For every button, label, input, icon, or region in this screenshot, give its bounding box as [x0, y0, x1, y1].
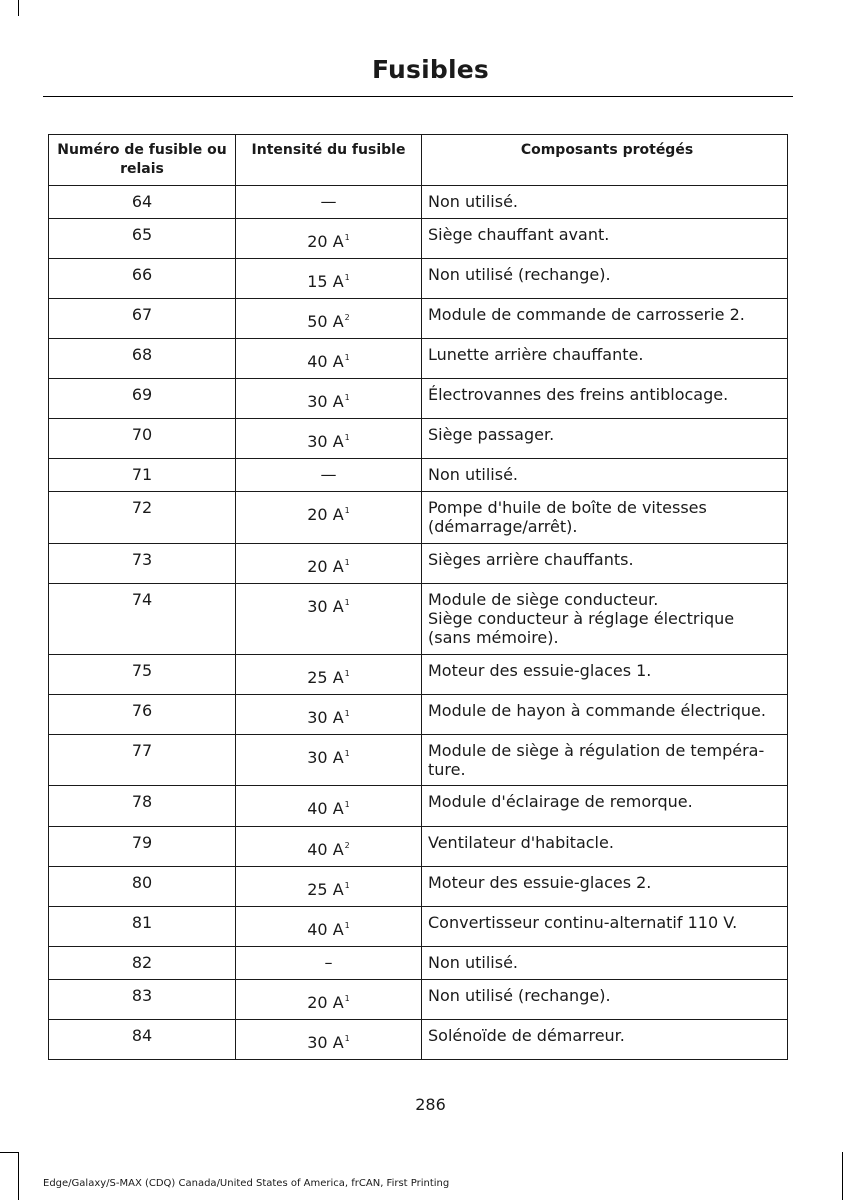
fuse-rating-value: 30 A	[307, 708, 344, 727]
component-text-line: ture.	[428, 760, 466, 779]
fuse-rating-value: —	[320, 465, 337, 484]
protected-component-cell	[422, 544, 788, 584]
component-text-line: Module de siège conducteur.	[428, 590, 659, 609]
fuse-rating-cell	[236, 544, 422, 584]
footnote-marker: 1	[344, 233, 350, 242]
protected-component-cell	[422, 259, 788, 299]
footnote-marker: 1	[344, 506, 350, 515]
fuse-number-cell: 74	[49, 584, 236, 655]
title-rule	[43, 96, 793, 97]
fuse-rating-cell	[236, 735, 422, 786]
table-row	[49, 419, 788, 459]
footnote-marker: 2	[344, 841, 350, 850]
crop-mark-bottom-left	[18, 1152, 19, 1200]
protected-component-cell	[422, 827, 788, 867]
component-text-line: Convertisseur continu-alternatif 110 V.	[428, 913, 738, 932]
fuse-rating-value: 20 A	[307, 505, 344, 524]
component-text-line: (démarrage/arrêt).	[428, 517, 578, 536]
protected-component-cell	[422, 299, 788, 339]
fuse-rating-value: 40 A	[307, 799, 344, 818]
fuse-rating-value: 30 A	[307, 432, 344, 451]
fuse-rating-cell	[236, 827, 422, 867]
fuse-rating-cell	[236, 492, 422, 544]
protected-component-cell	[422, 947, 788, 980]
table-row	[49, 544, 788, 584]
component-text-line: Non utilisé (rechange).	[428, 265, 611, 284]
fuse-number-cell: 83	[49, 980, 236, 1020]
component-text-line: Module de hayon à commande électrique.	[428, 701, 766, 720]
fuse-number-cell: 67	[49, 299, 236, 339]
component-text-line: Siège chauffant avant.	[428, 225, 610, 244]
protected-component-cell	[422, 186, 788, 219]
table-row	[49, 459, 788, 492]
component-text-line: Sièges arrière chauffants.	[428, 550, 634, 569]
protected-component-cell	[422, 492, 788, 544]
component-text-line: Module de siège à régulation de tempéra-	[428, 741, 765, 760]
footnote-marker: 1	[344, 598, 350, 607]
protected-component-cell	[422, 459, 788, 492]
footnote-marker: 1	[344, 669, 350, 678]
protected-component-cell	[422, 419, 788, 459]
fuse-number-cell: 80	[49, 867, 236, 907]
table-row	[49, 1020, 788, 1060]
protected-component-cell	[422, 695, 788, 735]
fuse-rating-value: 25 A	[307, 880, 344, 899]
fuse-rating-value: –	[324, 953, 333, 972]
header-fuse-rating: Intensité du fusible	[236, 135, 422, 186]
fuse-rating-value: 50 A	[307, 312, 344, 331]
table-row	[49, 186, 788, 219]
table-row	[49, 786, 788, 827]
fuse-rating-value: 30 A	[307, 1033, 344, 1052]
fuse-number-cell: 82	[49, 947, 236, 980]
table-row	[49, 259, 788, 299]
component-text-line: Non utilisé.	[428, 192, 518, 211]
footnote-marker: 2	[344, 313, 350, 322]
fuse-rating-cell	[236, 867, 422, 907]
fuse-rating-value: 20 A	[307, 232, 344, 251]
fuse-rating-cell	[236, 947, 422, 980]
footnote-marker: 1	[344, 558, 350, 567]
fuse-rating-cell	[236, 459, 422, 492]
table-row	[49, 299, 788, 339]
fuse-number-cell: 81	[49, 907, 236, 947]
fuse-rating-value: 30 A	[307, 597, 344, 616]
page-number: 286	[415, 1095, 446, 1114]
footnote-marker: 1	[344, 1034, 350, 1043]
fuse-rating-cell	[236, 186, 422, 219]
fuse-number-cell: 71	[49, 459, 236, 492]
protected-component-cell	[422, 786, 788, 827]
component-text-line: Module de commande de carrosserie 2.	[428, 305, 745, 324]
footnote-marker: 1	[344, 881, 350, 890]
footnote-marker: 1	[344, 994, 350, 1003]
component-text-line: Lunette arrière chauffante.	[428, 345, 644, 364]
fuse-rating-cell	[236, 379, 422, 419]
fuse-rating-cell	[236, 339, 422, 379]
component-text-line: (sans mémoire).	[428, 628, 559, 647]
component-text-line: Siège passager.	[428, 425, 555, 444]
fuse-rating-cell	[236, 655, 422, 695]
table-row	[49, 947, 788, 980]
fuse-table	[48, 134, 788, 1060]
fuse-rating-cell	[236, 299, 422, 339]
table-row	[49, 655, 788, 695]
component-text-line: Pompe d'huile de boîte de vitesses	[428, 498, 707, 517]
footnote-marker: 1	[344, 433, 350, 442]
fuse-rating-value: 40 A	[307, 352, 344, 371]
table-row	[49, 907, 788, 947]
fuse-number-cell: 68	[49, 339, 236, 379]
table-row	[49, 492, 788, 544]
footnote-marker: 1	[344, 800, 350, 809]
fuse-rating-cell	[236, 219, 422, 259]
fuse-rating-cell	[236, 907, 422, 947]
table-header-row	[49, 135, 788, 186]
component-text-line: Siège conducteur à réglage électrique	[428, 609, 735, 628]
protected-component-cell	[422, 655, 788, 695]
protected-component-cell	[422, 867, 788, 907]
fuse-number-cell: 73	[49, 544, 236, 584]
footnote-marker: 1	[344, 273, 350, 282]
fuse-rating-cell	[236, 1020, 422, 1060]
fuse-number-cell: 66	[49, 259, 236, 299]
fuse-rating-value: 15 A	[307, 272, 344, 291]
footnote-marker: 1	[344, 393, 350, 402]
fuse-number-cell: 69	[49, 379, 236, 419]
protected-component-cell	[422, 219, 788, 259]
fuse-rating-cell	[236, 584, 422, 655]
fuse-number-cell: 64	[49, 186, 236, 219]
component-text-line: Non utilisé.	[428, 465, 518, 484]
crop-mark-bottom-left-h	[0, 1152, 18, 1153]
table-row	[49, 827, 788, 867]
component-text-line: Ventilateur d'habitacle.	[428, 833, 614, 852]
fuse-number-cell: 78	[49, 786, 236, 827]
component-text-line: Non utilisé (rechange).	[428, 986, 611, 1005]
component-text-line: Moteur des essuie-glaces 1.	[428, 661, 652, 680]
fuse-number-cell: 65	[49, 219, 236, 259]
protected-component-cell	[422, 907, 788, 947]
component-text-line: Solénoïde de démarreur.	[428, 1026, 625, 1045]
crop-mark-bottom-right	[842, 1152, 843, 1200]
fuse-number-cell: 76	[49, 695, 236, 735]
table-row	[49, 379, 788, 419]
table-row	[49, 867, 788, 907]
fuse-rating-value: 25 A	[307, 668, 344, 687]
fuse-rating-value: 20 A	[307, 557, 344, 576]
footnote-marker: 1	[344, 709, 350, 718]
page-footer: Edge/Galaxy/S-MAX (CDQ) Canada/United States of America, frCAN, First Printing	[43, 1178, 450, 1189]
protected-component-cell	[422, 980, 788, 1020]
fuse-rating-value: 40 A	[307, 920, 344, 939]
fuse-rating-value: —	[320, 192, 337, 211]
fuse-number-cell: 84	[49, 1020, 236, 1060]
protected-component-cell	[422, 339, 788, 379]
component-text-line: Moteur des essuie-glaces 2.	[428, 873, 652, 892]
footnote-marker: 1	[344, 353, 350, 362]
protected-component-cell	[422, 735, 788, 786]
fuse-number-cell: 72	[49, 492, 236, 544]
protected-component-cell	[422, 379, 788, 419]
header-fuse-number: Numéro de fusible ou relais	[49, 135, 236, 186]
fuse-rating-value: 30 A	[307, 392, 344, 411]
table-row	[49, 735, 788, 786]
protected-component-cell	[422, 584, 788, 655]
fuse-number-cell: 70	[49, 419, 236, 459]
fuse-rating-value: 40 A	[307, 840, 344, 859]
table-row	[49, 980, 788, 1020]
fuse-number-cell: 77	[49, 735, 236, 786]
fuse-rating-cell	[236, 419, 422, 459]
table-row	[49, 695, 788, 735]
footnote-marker: 1	[344, 921, 350, 930]
header-protected-components: Composants protégés	[422, 135, 788, 186]
fuse-rating-value: 20 A	[307, 993, 344, 1012]
crop-mark-top-left	[18, 0, 19, 16]
fuse-rating-cell	[236, 695, 422, 735]
fuse-rating-cell	[236, 980, 422, 1020]
table-row	[49, 219, 788, 259]
component-text-line: Non utilisé.	[428, 953, 518, 972]
protected-component-cell	[422, 1020, 788, 1060]
fuse-rating-cell	[236, 786, 422, 827]
fuse-number-cell: 79	[49, 827, 236, 867]
table-row	[49, 584, 788, 655]
component-text-line: Module d'éclairage de remorque.	[428, 792, 693, 811]
fuse-rating-cell	[236, 259, 422, 299]
table-row	[49, 339, 788, 379]
fuse-rating-value: 30 A	[307, 748, 344, 767]
footnote-marker: 1	[344, 749, 350, 758]
page-title: Fusibles	[372, 55, 489, 84]
component-text-line: Électrovannes des freins antiblocage.	[428, 385, 729, 404]
fuse-number-cell: 75	[49, 655, 236, 695]
